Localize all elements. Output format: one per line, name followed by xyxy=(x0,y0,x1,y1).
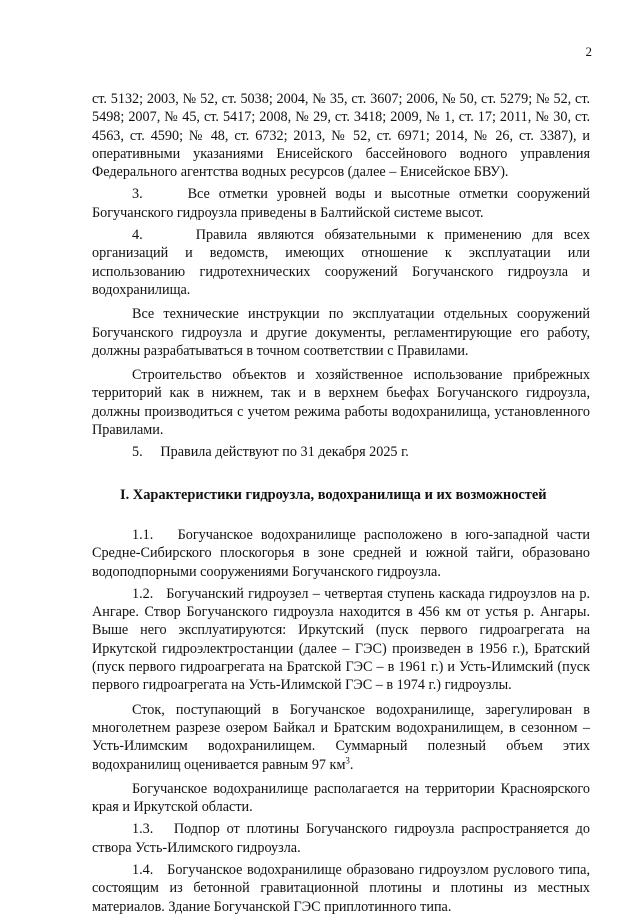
paragraph-technical-instructions: Все технические инструкции по эксплуатации отдельных сооружений Богучанского гидроузла и другие документы, регламентирующие его работу, должны разрабатываться в точном соответствии с Правилами. xyxy=(92,306,590,359)
paragraph-1-2: 1.2. Богучанский гидроузел – четвертая ступень каскада гидроузлов на р. Ангаре. Створ Богучанского гидроузла находится в 456 км от устья р. Ангары. Выше него эксплуатируются: Иркутский (пуск первого гидроагрегата на Иркутской гидроэлектростанции (далее – ГЭС) произведен в 1956 г.), Братский (пуск первого гидроагрегата на Братской ГЭС – в 1961 г.) и Усть-Илимский (пуск первого гидроагрегата на Усть-Илимской ГЭС – в 1974 г.) гидроузлы. xyxy=(92,585,590,694)
paragraph-runoff-end: . xyxy=(349,756,354,773)
paragraph-1-1: 1.1. Богучанское водохранилище расположено в юго-западной части Средне-Сибирского плоскогорья в зоне средней и южной тайги, образовано водоподпорными сооружениями Богучанского гидроузла. xyxy=(92,526,590,580)
paragraph-runoff xyxy=(92,701,590,774)
page-number: 2 xyxy=(585,44,592,59)
paragraph-construction: Строительство объектов и хозяйственное использование прибрежных территорий как в нижнем, так и в верхнем бьефах Богучанского гидроузла, должны производиться с учетом режима работы водохранилища, установленного Правилами. xyxy=(92,367,590,439)
document-body xyxy=(92,90,590,916)
superscript-cubic: 3 xyxy=(345,754,350,765)
paragraph-item-4: 4. Правила являются обязательными к применению для всех организаций и ведомств, имеющих отношение к эксплуатации или использованию гидротехнических сооружений Богучанского гидроузла и водохранилища. xyxy=(92,227,590,298)
paragraph-runoff-text: Сток, поступающий в Богучанское водохранилище, зарегулирован в многолетнем разрезе озером Байкал и Братским водохранилищем, в сезонном – Усть-Илимским водохранилищем. Суммарный полезный объем этих водохранилищ оценивается равным 97 км xyxy=(92,701,590,773)
section-heading: I. Характеристики гидроузла, водохранилища и их возможностей xyxy=(120,486,547,503)
paragraph-location: Богучанское водохранилище располагается на территории Красноярского края и Иркутской области. xyxy=(92,780,590,816)
paragraph-1-3: 1.3. Подпор от плотины Богучанского гидроузла распространяется до створа Усть-Илимского гидроузла. xyxy=(92,821,590,856)
paragraph-1-4: 1.4. Богучанское водохранилище образовано гидроузлом руслового типа, состоящим из бетонной гравитационной плотины и плотины из местных материалов. Здание Богучанской ГЭС приплотинного типа. xyxy=(92,861,590,915)
paragraph-item-3: 3. Все отметки уровней воды и высотные отметки сооружений Богучанского гидроузла приведены в Балтийской системе высот. xyxy=(92,186,590,221)
paragraph-item-5: 5. Правила действуют по 31 декабря 2025 г. xyxy=(132,444,409,461)
paragraph-legal-references: ст. 5132; 2003, № 52, ст. 5038; 2004, № 35, ст. 3607; 2006, № 50, ст. 5279; № 52, ст. 5498; 2007, № 45, ст. 5417; 2008, № 29, ст. 3418; 2009, № 1, ст. 17; 2011, № 30, ст. 4563, ст. 4590; № 48, ст. 6732; 2013, № 52, ст. 6971; 2014, № 26, ст. 3387), и оперативными указаниями Енисейского бассейнового водного управления Федерального агентства водных ресурсов (далее – Енисейское БВУ). xyxy=(92,91,590,181)
